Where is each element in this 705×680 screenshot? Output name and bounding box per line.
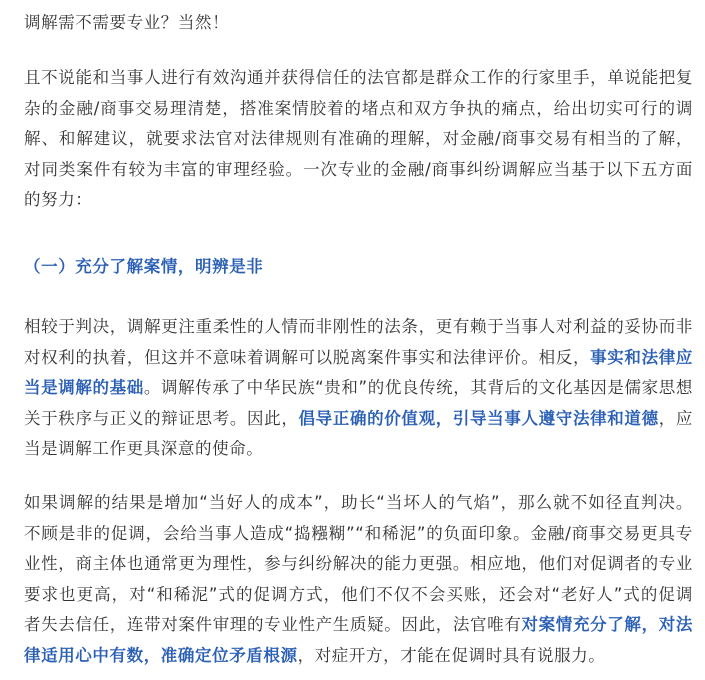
paragraph-text: 如果调解的结果是增加“当好人的成本”，助长“当坏人的气焰”，那么就不如径直判决。不顾是非的促调，会给当事人造成“捣糨糊”“和稀泥”的负面印象。金融/商事交易更具专业性，商主体也通常更为理性，参与纠纷解决的能力更强。相应地，他们对促调者的专业要求也更高，对“和稀泥”式的促调方式，他们不仅不会买账，还会对“老好人”式的促调者失去信任，连带对案件审理的专业性产生质疑。因此，法官唯有	[24, 493, 693, 634]
section-heading: （一）充分了解案情，明辨是非	[24, 257, 264, 276]
paragraph-text: 相较于判决，调解更注重柔性的人情而非刚性的法条，更有赖于当事人对利益的妥协而非对权利的执着，但这并不意味着调解可以脱离案件事实和法律评价。相反，	[24, 317, 693, 367]
section-paragraph-2	[24, 488, 693, 671]
highlight-text: 倡导正确的价值观，引导当事人遵守法律和道德	[298, 408, 659, 428]
section-paragraph-1	[24, 312, 693, 465]
highlight-text: 对案情充分了解，对法律适用心中有数，准确定位矛盾根源	[24, 615, 693, 665]
intro-question: 调解需不需要专业？当然！	[24, 13, 230, 32]
paragraph-text: ，对症开方，才能在促调时具有说服力。	[297, 645, 606, 665]
paragraph-text: ，应当是调解工作更具深意的使命。	[24, 408, 693, 458]
lead-paragraph: 且不说能和当事人进行有效沟通并获得信任的法官都是群众工作的行家里手，单说能把复杂的金融/商事交易理清楚，搭准案情胶着的堵点和双方争执的痛点，给出切实可行的调解、和解建议，就要求法官对法律规则有准确的理解，对金融/商事交易有相当的了解，对同类案件有较为丰富的审理经验。一次专业的金融/商事纠纷调解应当基于以下五方面的努力：	[24, 68, 693, 209]
highlight-text: 事实和法律应当是调解的基础	[24, 347, 693, 397]
paragraph-text: 。调解传承了中华民族“贵和”的优良传统，其背后的文化基因是儒家思想关于秩序与正义的辩证思考。因此，	[24, 378, 694, 428]
